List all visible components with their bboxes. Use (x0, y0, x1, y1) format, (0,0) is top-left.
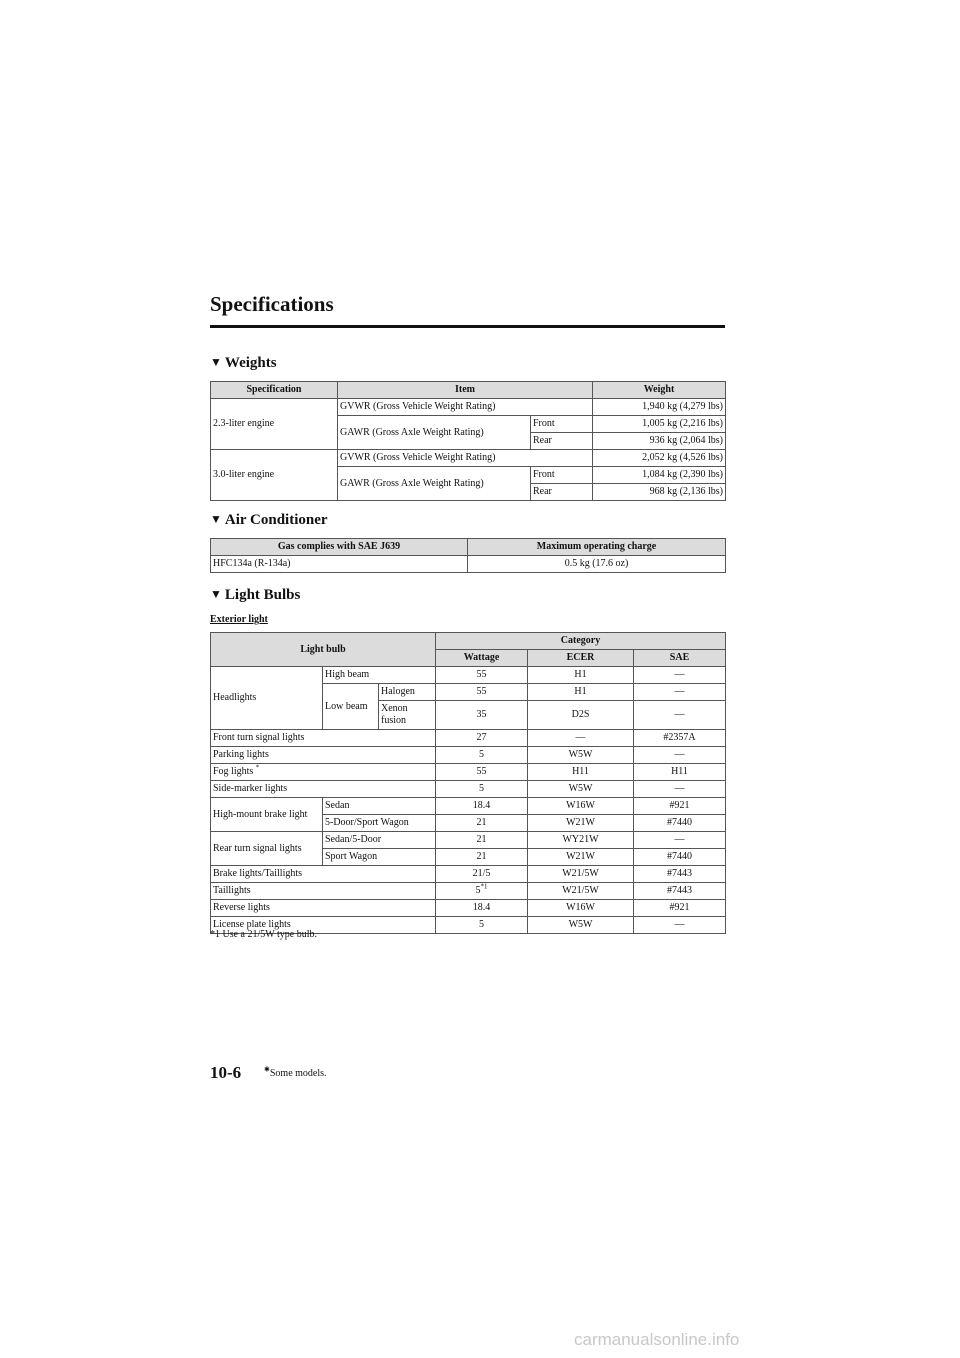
table-row (211, 764, 726, 781)
footnote-marker: *1 (480, 882, 488, 891)
column-header: Category (436, 633, 726, 650)
table-cell: 21 (436, 815, 528, 832)
table-cell: #921 (634, 900, 726, 917)
air-conditioner-heading-text: Air Conditioner (224, 512, 328, 528)
table-cell: 0.5 kg (17.6 oz) (468, 556, 726, 573)
column-header: Specification (211, 382, 338, 399)
table-cell: License plate lights (211, 917, 436, 934)
table-row (211, 798, 726, 815)
title-divider (210, 325, 725, 328)
table-cell: 27 (436, 730, 528, 747)
column-header: Gas complies with SAE J639 (211, 539, 468, 556)
table-cell: 5 (436, 917, 528, 934)
table-cell: H1 (528, 667, 634, 684)
table-cell: Sport Wagon (323, 849, 436, 866)
table-cell: Xenon fusion (379, 701, 436, 730)
table-cell: 18.4 (436, 798, 528, 815)
table-cell: 18.4 (436, 900, 528, 917)
triangle-down-icon: ▼ (210, 587, 222, 601)
table-cell: GAWR (Gross Axle Weight Rating) (338, 467, 531, 501)
table-cell: D2S (528, 701, 634, 730)
table-cell: 1,005 kg (2,216 lbs) (593, 416, 726, 433)
table-cell: — (634, 701, 726, 730)
table-cell: H1 (528, 684, 634, 701)
table-cell: High-mount brake light (211, 798, 323, 832)
table-cell: W16W (528, 798, 634, 815)
column-header: ECER (528, 650, 634, 667)
table-row (211, 866, 726, 883)
asterisk-icon: ✱ (264, 1065, 270, 1074)
triangle-down-icon: ▼ (210, 355, 222, 369)
table-cell: #7440 (634, 815, 726, 832)
table-cell: 936 kg (2,064 lbs) (593, 433, 726, 450)
table-cell: 5 (436, 747, 528, 764)
table-cell: 21 (436, 849, 528, 866)
table-cell: H11 (528, 764, 634, 781)
table-cell: Parking lights (211, 747, 436, 764)
table-row (211, 730, 726, 747)
table-cell (211, 764, 436, 781)
footnote: *1 Use a 21/5W type bulb. (210, 929, 318, 940)
column-header: Light bulb (211, 633, 436, 667)
table-cell: — (634, 667, 726, 684)
light-bulbs-table (210, 632, 726, 934)
page-number: 10-6 (210, 1063, 242, 1082)
table-cell: — (634, 917, 726, 934)
table-cell: GAWR (Gross Axle Weight Rating) (338, 416, 531, 450)
table-cell: Sedan/5-Door (323, 832, 436, 849)
watermark: carmanualsonline.info (574, 1330, 740, 1349)
table-cell: Front turn signal lights (211, 730, 436, 747)
table-cell: — (634, 781, 726, 798)
table-cell: Rear turn signal lights (211, 832, 323, 866)
weights-heading-text: Weights (224, 355, 277, 371)
table-cell: 3.0-liter engine (211, 450, 338, 501)
some-models-text: Some models. (269, 1068, 327, 1079)
table-row (211, 832, 726, 849)
table-cell: #2357A (634, 730, 726, 747)
table-cell: W5W (528, 747, 634, 764)
table-cell: 55 (436, 684, 528, 701)
table-cell: W21/5W (528, 883, 634, 900)
table-cell: 2.3-liter engine (211, 399, 338, 450)
light-bulbs-heading (210, 587, 300, 604)
table-cell: W5W (528, 781, 634, 798)
table-cell: Headlights (211, 667, 323, 730)
table-cell: W21W (528, 849, 634, 866)
table-cell: GVWR (Gross Vehicle Weight Rating) (338, 450, 593, 467)
exterior-light-subheading: Exterior light (210, 614, 268, 625)
light-bulbs-heading-text: Light Bulbs (224, 587, 301, 603)
table-cell: 21 (436, 832, 528, 849)
some-models-marker: * (255, 763, 260, 772)
table-cell: Rear (531, 433, 593, 450)
table-cell: Brake lights/Taillights (211, 866, 436, 883)
table-cell: Reverse lights (211, 900, 436, 917)
table-cell: #921 (634, 798, 726, 815)
table-row (211, 450, 726, 467)
table-cell: Low beam (323, 684, 379, 730)
column-header: Weight (593, 382, 726, 399)
column-header: Item (338, 382, 593, 399)
table-cell: 1,940 kg (4,279 lbs) (593, 399, 726, 416)
column-header: SAE (634, 650, 726, 667)
table-row (211, 556, 726, 573)
table-header-row (211, 633, 726, 650)
table-cell: — (528, 730, 634, 747)
table-cell: #7443 (634, 866, 726, 883)
table-cell: 968 kg (2,136 lbs) (593, 484, 726, 501)
table-cell: W21W (528, 815, 634, 832)
table-cell: Halogen (379, 684, 436, 701)
table-cell: 55 (436, 667, 528, 684)
table-cell: 35 (436, 701, 528, 730)
column-header: Maximum operating charge (468, 539, 726, 556)
table-cell: Sedan (323, 798, 436, 815)
table-header-row (211, 539, 726, 556)
air-conditioner-table (210, 538, 726, 573)
table-cell: HFC134a (R-134a) (211, 556, 468, 573)
table-cell: 5-Door/Sport Wagon (323, 815, 436, 832)
triangle-down-icon: ▼ (210, 512, 222, 526)
table-cell: W5W (528, 917, 634, 934)
table-cell (436, 883, 528, 900)
table-cell: W16W (528, 900, 634, 917)
table-header-row (211, 382, 726, 399)
table-cell: Side-marker lights (211, 781, 436, 798)
table-row (211, 900, 726, 917)
table-cell: #7440 (634, 849, 726, 866)
table-cell: — (634, 747, 726, 764)
table-cell: WY21W (528, 832, 634, 849)
table-cell: Taillights (211, 883, 436, 900)
table-cell: Front (531, 467, 593, 484)
air-conditioner-heading (210, 512, 328, 529)
table-cell: High beam (323, 667, 436, 684)
table-row (211, 883, 726, 900)
table-cell: 55 (436, 764, 528, 781)
taillights-wattage: 5 (475, 885, 481, 896)
table-cell: #7443 (634, 883, 726, 900)
column-header: Wattage (436, 650, 528, 667)
table-cell: 1,084 kg (2,390 lbs) (593, 467, 726, 484)
table-row (211, 399, 726, 416)
table-cell: — (634, 684, 726, 701)
table-cell: Front (531, 416, 593, 433)
table-row (211, 747, 726, 764)
table-row (211, 781, 726, 798)
weights-heading (210, 355, 277, 372)
table-cell: GVWR (Gross Vehicle Weight Rating) (338, 399, 593, 416)
page-title: Specifications (210, 292, 334, 316)
table-cell: W21/5W (528, 866, 634, 883)
fog-lights-label: Fog lights (213, 766, 254, 777)
weights-table (210, 381, 726, 501)
table-cell: 5 (436, 781, 528, 798)
table-cell: 2,052 kg (4,526 lbs) (593, 450, 726, 467)
table-cell: H11 (634, 764, 726, 781)
table-cell: — (634, 832, 726, 849)
table-cell: 21/5 (436, 866, 528, 883)
table-cell: Rear (531, 484, 593, 501)
table-row (211, 667, 726, 684)
some-models-note (264, 1065, 327, 1079)
